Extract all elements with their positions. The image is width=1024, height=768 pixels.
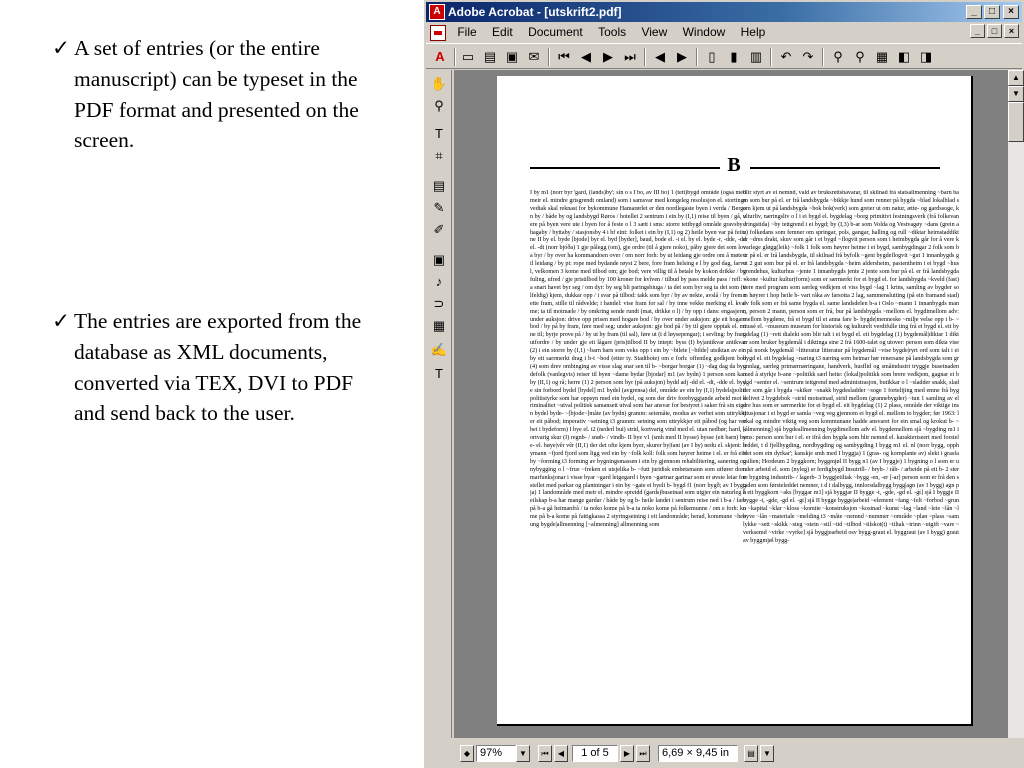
prev-page-icon[interactable]: ◀ [581,49,591,64]
hand-tool-icon[interactable]: ✋ [430,76,448,91]
stamp-icon[interactable]: ✍ [430,342,448,357]
status-next-page-icon[interactable]: ▶ [620,745,634,762]
sound-icon[interactable]: ♪ [435,274,443,289]
bullet-text-2: The entries are exported from the database as XML documents, converted via TEX, DVI to PDF and send back to the user. [74,309,362,426]
doc-minimize-button[interactable]: _ [970,24,985,38]
toolbar [426,43,1022,69]
menu-file[interactable]: File [457,25,477,39]
fit-page-icon[interactable]: ▮ [730,49,738,64]
adobe-icon[interactable]: A [435,49,445,64]
maximize-button[interactable]: □ [984,5,1000,19]
touchup-text-icon[interactable]: T [435,366,443,381]
menu-help[interactable]: Help [740,25,766,39]
highlight-icon[interactable]: ✐ [433,222,445,237]
status-dropdown-icon[interactable]: ▼ [760,745,774,762]
page-layout-icon[interactable]: ▤ [744,745,758,762]
last-page-icon[interactable]: ⏭ [624,49,636,64]
zoom-tool-icon[interactable]: ⚲ [434,98,444,113]
menu-document[interactable]: Document [528,25,583,39]
acrobat-window [423,0,1024,768]
go-back-icon[interactable]: ◀ [655,49,665,64]
zoom-field[interactable]: 97% [476,745,516,762]
toolbar-separator [770,48,772,66]
toolbar-separator [696,48,698,66]
status-bar [454,742,1024,764]
next-page-icon[interactable]: ▶ [603,49,613,64]
text-select-icon[interactable]: T [435,126,443,141]
page-indicator[interactable]: 1 of 5 [572,745,618,762]
toolbar-separator [822,48,824,66]
actual-size-icon[interactable]: ▯ [708,49,716,64]
print-icon[interactable]: ▤ [483,49,497,64]
checkmark-icon: ✓ [52,36,71,60]
email-icon[interactable]: ✉ [528,49,540,64]
minimize-button[interactable]: _ [966,5,982,19]
menu-edit[interactable]: Edit [492,25,513,39]
toolbar-separator [454,48,456,66]
menu-view[interactable]: View [641,25,668,39]
go-forward-icon[interactable]: ▶ [677,49,687,64]
doc-close-button[interactable]: × [1004,24,1019,38]
search-results-icon[interactable]: ▦ [875,49,889,64]
window-title: Adobe Acrobat - [utskrift2.pdf] [448,5,622,19]
scroll-thumb[interactable] [1008,102,1024,142]
next-highlight-icon[interactable]: ◨ [919,49,933,64]
pencil-icon[interactable]: ✎ [433,200,445,215]
menu-bar [426,22,1022,42]
section-rule-right [750,167,940,169]
vertical-scrollbar[interactable] [1008,70,1024,738]
tool-palette [426,70,452,738]
title-bar[interactable] [426,2,1022,22]
section-letter: B [727,154,741,176]
fit-width-icon[interactable]: ▥ [749,49,763,64]
find-icon[interactable]: ⚲ [833,49,843,64]
form-icon[interactable]: ▦ [432,318,446,333]
search-icon[interactable]: ⚲ [855,49,865,64]
scroll-up-icon[interactable]: ▲ [1008,70,1024,86]
prev-highlight-icon[interactable]: ◧ [897,49,911,64]
rotate-right-icon[interactable]: ↷ [802,49,814,64]
pdf-page [497,76,973,726]
movie-icon[interactable]: ▣ [432,252,446,267]
status-last-page-icon[interactable]: ⏭ [636,745,650,762]
zoom-dropdown-icon[interactable]: ▼ [516,745,530,762]
text-column-left: I by m1 (norr byr 'gard, (lands)by'; sin o s I bo, av III bo) 1 (tett)bygd område (også med meir el. mindre grisgrendt omland) som i samsvar med kongeleg resolusjon el. stortingsvedtak skal reknast for bykommune Hamarørlet er den nordlegaste byen i verda / Bergen by / både by og landsbygd Røros / hotellet 2 sentrum i ein by (I,1) reise til byen / gå, vere på byen vere ute i byen for å feste o l 3 sætt i sms: storre tettbygd område gravsby / hagaby / byttaby / stasjonsby 4 i bf eint: folket i ein by (I,1) og 2) heile byen var på feiinne II by el. byde [bjode] byr el. byd [byder], baud, bode el. -i el. by el. byde -r, -dde, -dd el. -dt (norr bjóða) 1 gje pålegg (om), gje ordre (til å gjere noko), påby gjere det som lova byr / by over ha kommandoen over / om norr forh: by ut leidang gje ordre om å møte til leidang / by pt: rope med bydande røyst 2 bere, fore fram helsing e l by god dag, farvel, velkomen 3 kome med tilbod om; gje bod; vere villig til å betale by kokon drikke / by fuling, ufred / gje pristilbod by 100 kroner for kvîven / tilbud by pass melde pass / refl: sa snart havet byr seg / om dyr: by seg bli paringsbiuga / ta det som byr seg ta det som (tilfeldig) kjem, dukkar opp / i svar på tilbod: takk som byr / by av nekte, avslå / by frem rette fram, stille til rådvelde; i handel: vise fram for sal / by inne vekke merking el. kvalme; ta til motmæle / by omkring sende rundt (mat, drikke o l) / by opp i dans: engasjere; under auksjon: drive opp prisen med hogare bod / by over under auksjon: gje eit hogare bod / by på by fram, føre med seg; under auksjon: gje bod på / by til gjere opptak el. mine til; byrje prove på / by ut by fram (til sal), føre ut (t d løysepengar); i sevling: by fram utfordre / by under gje eit lågare (pris)tilbod II by intept: byss (I) by|antikvar antikvar (2) i ein storre by (I,1) ~barn barn som veks opp i ein by ~bilete [~bilde] utsiktan av ein by eit sarrmerkt drag i b-t ~bod (etter ty. Stadtbote) om e forh: offentleg godkjent bod (4) som drev ombinging av visse slag snar sen til b- ~borgar borgar (1) ~dag dag da bygdefolk (vanlegvis) reiser til byen ~dame bydar [bjodar] m1 (av bydn) 1 person som kan by (II,1) og rå; herre (1) 2 person som byr (på auksjon) bydd adj -dd el. -dt, -dde el. byde sin forbord bydel [bydel] m1 bydel (avgrensa) del, område av ein by (I,1) bydels|politi politistyrke som har oppsyn med ein bydel, og som der driv forebyggjande arbeid mot kriminalitet ~utval politisk samansett utval som har ansvar for bestyret i saker frå sin eigen bydel byde- ~[bjode~]måte (av bydn) gramm: seiemåte, modus av verbet som uttrykkjer eit påbod; imperativ ~setning t3 gramm: setning som uttrykkjer eit påbod (og har verbet i bydeform) I bye el. t2 (nederl bui) strid, kortvarig vind med el. utan nedbør; hard, kortvarig skur (I) regnb- / snøb- / vindb- II bye v1 (smh med II bysse) bysse (eit barn) bye- el. bøye|vêr vêr (II,1) der det ofte kjem byer, skurer by|fant (av I by) nedu el. skjent: bymann ~fjord fjord som ligg ved ein by ~folk koll: folk som høyrer heime i el. er frå ein by ~forming t3 forming av bygningsmassen i ein by gjennom rehabilitering, sanering og nybygging o l ~frue ~freken ei utsjelika b- ~futt juridisk embetsmann som utfører dommarfunksjonar i visse byar ~gard leigegard i byen ~gartnar gartnar som er øvste leiar for stellet med parkar og plantningar i ein by ~gate ei byeli b- bygd f1 (norr bygð; av I byggja) 1 landområde med meir el. mindre spreidd (gards)busetnad som utgjer ein naturleg heilskap b-a har mange gardar / både by og b- heile landet i sentrum reise ned i b-a / fare på b-a gå heimanfrå / ta noko kome på b-a ta noko kome på folkemunne / om e forh: kome på b-a kome på fattigkassa 2 styringseining i eit landområde; herad, kommune ~hebung bygde|allmenning [~almenning] allmenning som [530,190,746,529]
toolbar-separator [548,48,550,66]
page-size: 6,69 × 9,45 in [658,745,738,762]
bullet-text-1: A set of entries (or the entire manuscript) can be typeset in the PDF format and presented on the screen. [74,36,359,153]
toolbar-separator [644,48,646,66]
note-icon[interactable]: ▤ [432,178,446,193]
close-button[interactable]: × [1003,5,1019,19]
crop-icon[interactable]: ⌗ [435,148,443,163]
open-icon[interactable]: ▭ [461,49,475,64]
bullet-item-1 [52,33,382,156]
doc-restore-button[interactable]: □ [987,24,1002,38]
document-icon[interactable] [430,25,446,41]
acrobat-app-icon[interactable]: A [429,4,445,20]
link-icon[interactable]: ⊃ [433,296,445,311]
status-prev-page-icon[interactable]: ◀ [554,745,568,762]
menu-window[interactable]: Window [682,25,726,39]
save-icon[interactable]: ▣ [505,49,519,64]
document-view[interactable] [454,70,1008,738]
rotate-left-icon[interactable]: ↶ [780,49,792,64]
bullet-item-2 [52,306,382,429]
text-column-right: blir styrt av ei nemnd, vald av bruksrettshavarar, til skilnad frå statsallmenning ~barn barn som bur på el. er frå landsbygda ~bikkje hund som renner på bygda ~blad lokalblad som kjem ut på landsbygda ~bok bok(verk) som greier ut om natur, ætte- og gardssoge, kulturliv, næringsliv o l i ei bygd el. bygdelag ~borg primitivt festningsverk (frå folkevandringstida) ~by tettgrend i ei bygd; by (I,3) b-ar som Volda og Vestvagøy ~dans (grein av) folkedans som femner om springar, pols, gangar, halling og rull ~diktar heimstaddiktar ~dres drakt, skuv som går i ei bygd ~flogvit person som i heimbygda går for å vere kvarlege gløgg(leik) ~folk 1 folk som høyrer heime i ei bygd, sambygdingar 2 folk som bur på el. er frå landsbygda, til skilnad frå byfolk ~geni bygdeflogvit ~gut 1 innanbygds gut 2 gut som bur på el. er frå landsbygda ~heim aldersheim, pasientheim i ei bygd ~hus grendehus, kulturhus ~jente 1 innanbygds jente 2 jente som bur på el. er frå landsbygda ~kone ~kultur kultur(form) som er særmerkt for ei bygd el. for landsbygda ~kveld (fast)vere med program som særleg vedkjem ei viss bygd ~lag 1 krins, samling av bygder som høyrer i hop heile b- vart råka av farsotta 2 lag, sammenslutting (på ein framand stad) av folk som er frå same bygda el. same landsdelen b-a i Oslo ~mann 1 innanbygds mann, person 2 mann, person som er frå, bur på landsbygda ~mellom el. bygdimellom adv: mellom bygdene, frå ei bygd til ei anna fare b- bygde|menneske ~milje velse opp i b- ~musé el. ~museum museum for historisk og kulturelt verdifulle ting frå ei bygd el. eit bygdelag (1) ~rett dialekt som blir talt i ei bygd el. eit bygdelag (1) bygdemål|diktar 1 diktar som bruker bygdemål i diktinga sine 2 frå 1600-talet og utover: person som dikta viser på norsk bygdemål ~litteratur litteratur på bygdemål ~vise bygde|ryrt ord som talt i ei bygd el. eit bygdelag ~naring t3 næring som heimar hør renersane på landsbygda som grunnlag, særleg primærnæringane, handverk, husflid og småindustri tryggje busetnaden med å styrkje b-ane ~politikk særl heite: (lokal)politikk som brere vedkjem, gagnar ei bygd ~senter el. ~sentrum tettgrend med administrasjon, butikkar o l ~sladder snakk, sladder som går i bygda ~skiker ~snakk bygdesladder ~soge 1 fortelijing med emne frå bygdelivet 2 bygdebok ~strid motsetnad, strid mellom (grannebygder) ~tun 1 samling av eldre hus som er særmerkte for ei bygd el. eit bygdelag (1) 2 plass, område der viktige institusjonar i ei bygd er samla ~veg veg gjennom ei bygd el. mellom to bygder; før 1963: lokal og mindre viktig veg som kommunane hadde ansvaret for ein smal og krokut b- ~[ålmenning] sjå bygdeallmenning bygdimellom adv el. bygdemellom sjå ~bygding m1 i sms: person som bur i el. er ifrå den bygda som blir nemnd el. karakteriseert med forstelleddet, t d fjellbygding, nordbygding og sambygding I bygg m1 el. nl (norr bygg, opph 'det som ein dyrkar'; kanskje smh med I byggja) 1 (gras- og kornplante av) slekt i grasfamilien; Hordeum 2 byggkorn; byggmjøl II bygg n1 (av I byggje) 1 bygning o l som er under arbeid el. som (nyleg) er ferdigbygd Insutrill- / bryb- / råb- / arbeide på eit b- 2 sterre bygning industrib- / lagerb- 3 byggjetiltak ~bygg -en, -er [-ar] person som er frå den staden som førsteleddet nemner, t d i dalbygg, innlorsdalbygg bygg|agn (av I bygg) agn på eit byggkorn ~aks [byggar m1] sjå byggjar II bygge -t, -gde, -gd el. -gt] sjå I byggje II bygge -t, -gde, -gd el. -gt] sjå II bygge bygge|arbeid ~element ~fang ~felt ~forbod ~grunn ~kapital ~klar ~kloss ~komite ~konstruksjon ~kostnad ~kunst ~lag ~land ~leie ~lån ~løyve ~lån ~materiale ~melding t3 ~måte ~nemnd ~nummer ~område ~plan ~plass ~samlykke ~sett ~skikk ~steg ~stein ~stil ~tid ~tilbod ~tilskot(t) ~tiltak ~trinn ~utgift ~vare ~verksemd ~virke ~vyrke] sjå byggjearbeid osv bygg-graut el. byggraut (av I bygg) graut av byggmjøl bygg- [743,190,959,544]
checkmark-icon: ✓ [52,309,71,333]
status-first-page-icon[interactable]: ⏮ [538,745,552,762]
scroll-down-icon[interactable]: ▼ [1008,86,1024,102]
pan-left-right-icon[interactable]: ◆ [460,745,474,762]
menu-tools[interactable]: Tools [598,25,627,39]
first-page-icon[interactable]: ⏮ [558,49,570,64]
